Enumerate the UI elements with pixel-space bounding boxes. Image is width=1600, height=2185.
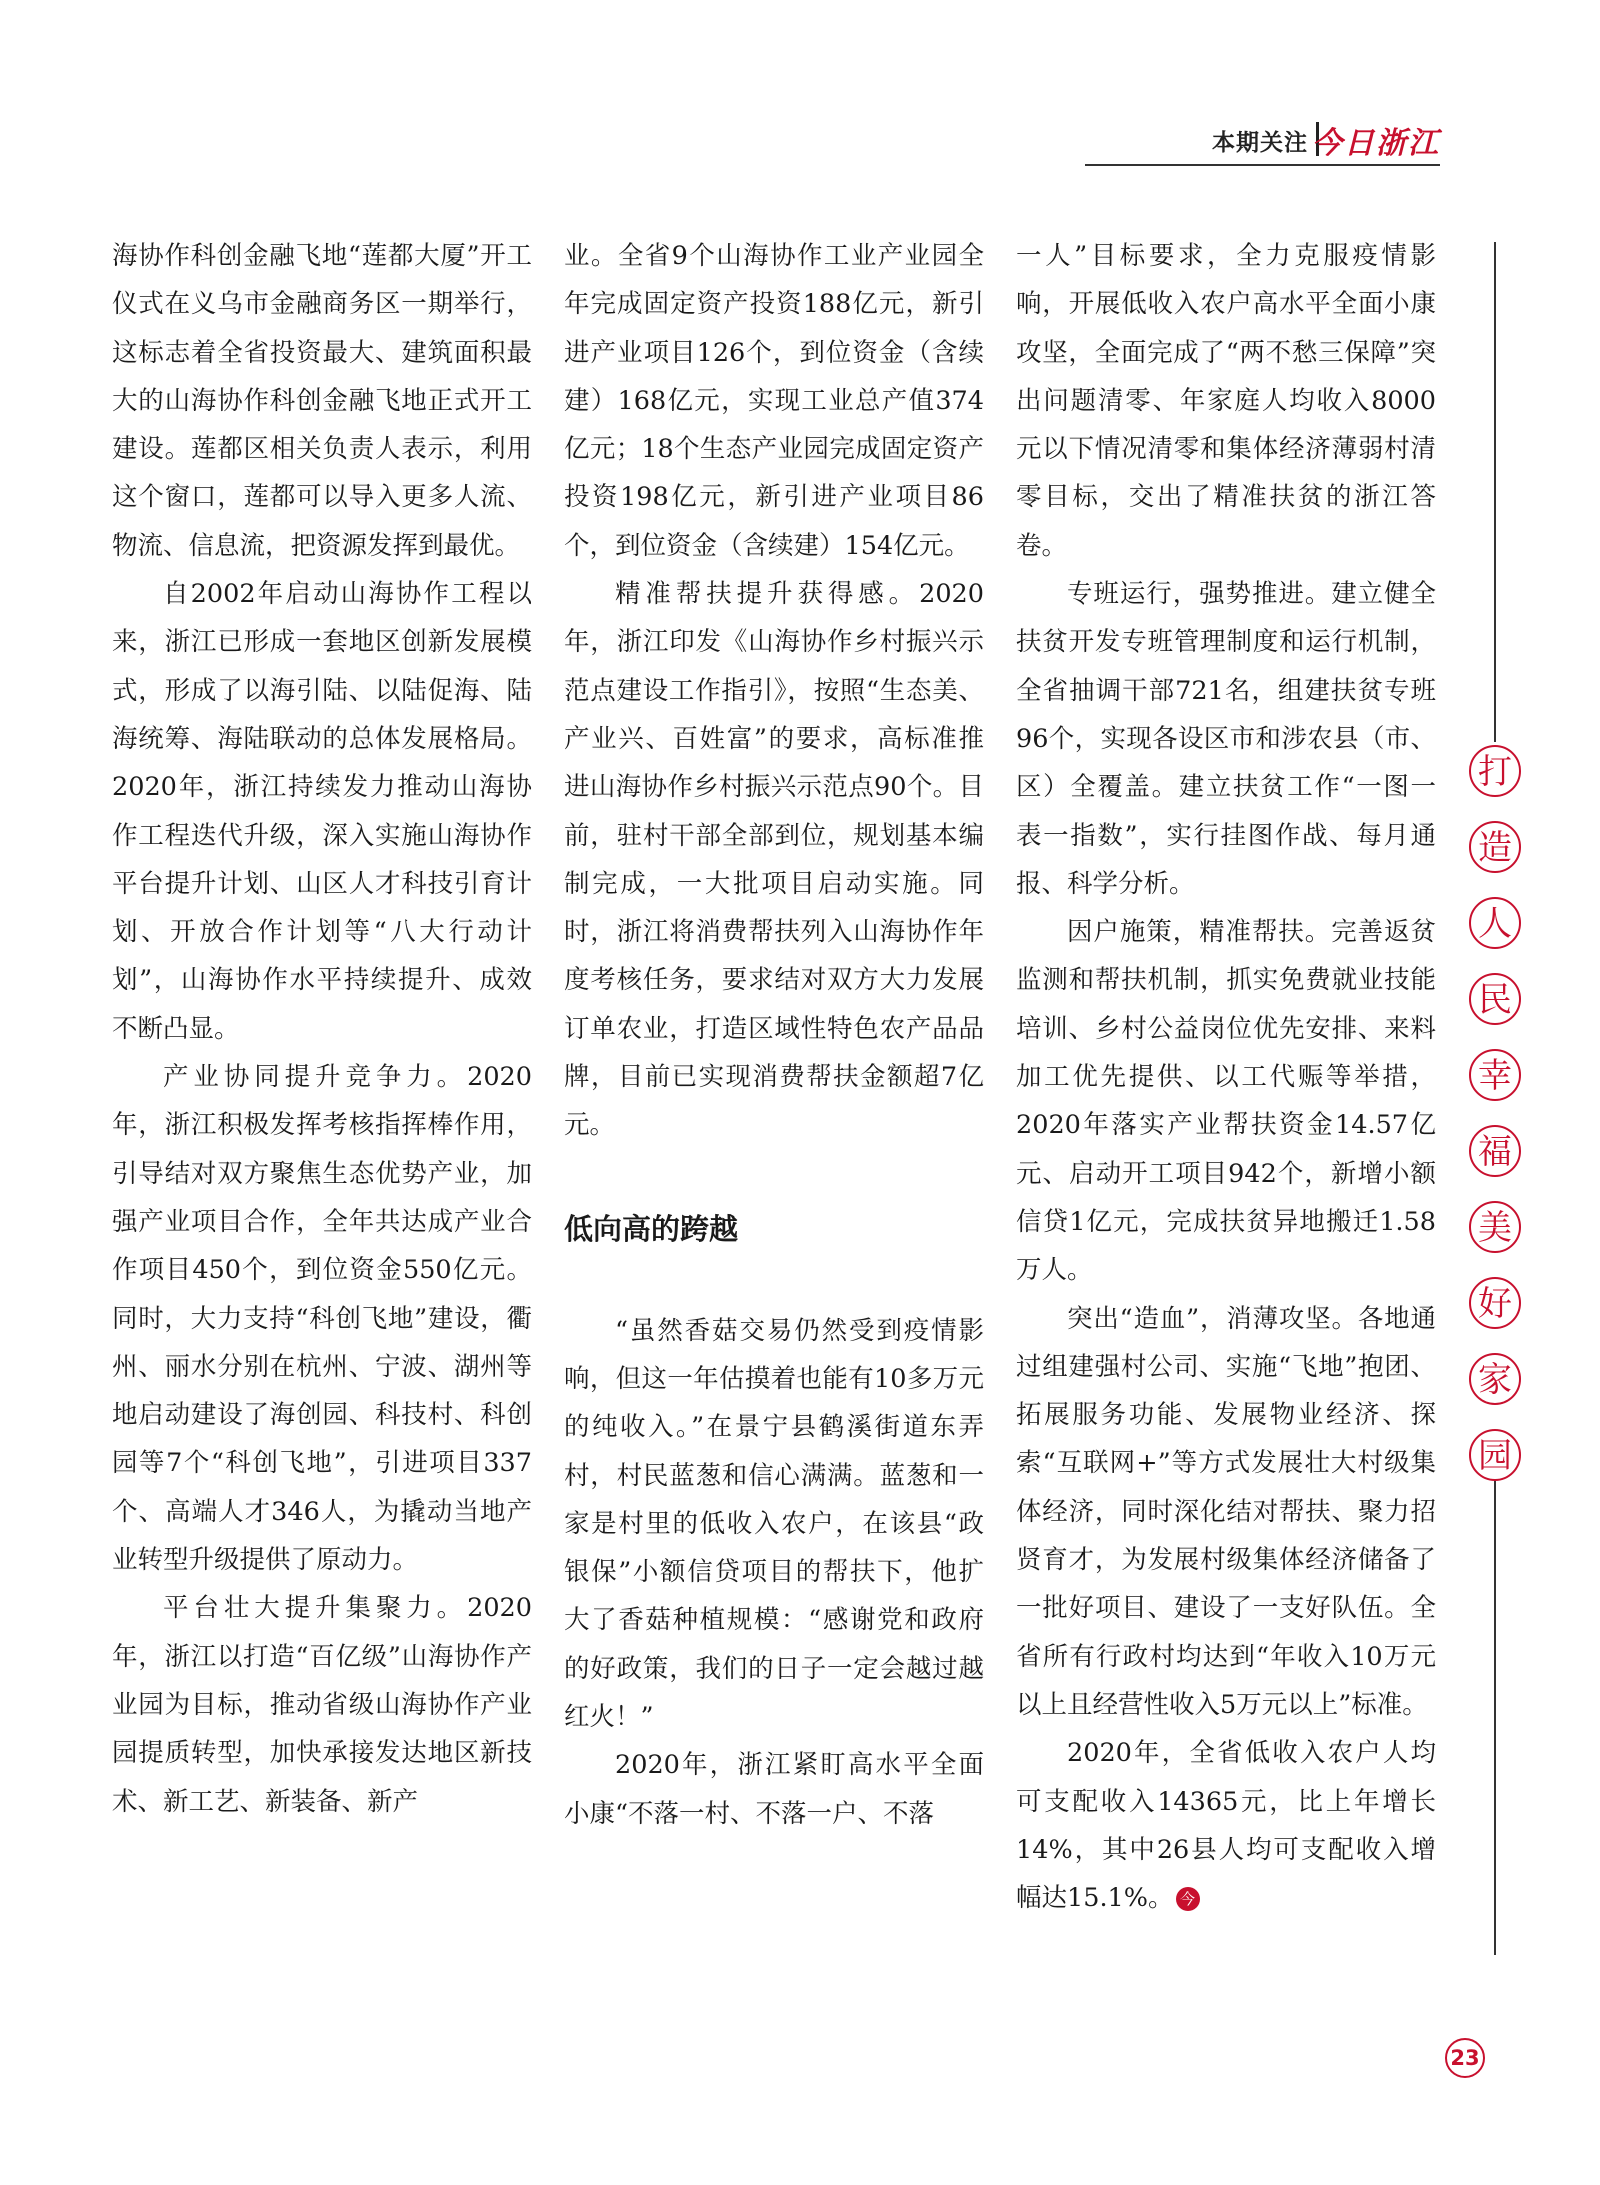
paragraph: 突出“造血”，消薄攻坚。各地通过组建强村公司、实施“飞地”抱团、拓展服务功能、发展物业经济、探索“互联网+”等方式发展壮大村级集体经济，同时深化结对帮扶、聚力招贤育才，为发展村级集体经济储备了一批好项目、建设了一支好队伍。全省所有行政村均达到“年收入10万元以上且经营性收入5万元以上”标准。 — [1016, 1303, 1436, 1720]
section-subheading: 低向高的跨越 — [564, 1211, 739, 1246]
paragraph: 一人”目标要求，全力克服疫情影响，开展低收入农户高水平全面小康攻坚，全面完成了“两不愁三保障”突出问题清零、年家庭人均收入8000元以下情况清零和集体经济薄弱村清零目标，交出了精准扶贫的浙江答卷。 — [1016, 241, 1436, 561]
vertical-rule-top — [1494, 242, 1496, 742]
vertical-side-title — [1465, 745, 1525, 1505]
page-header — [1085, 118, 1440, 166]
side-title-char: 打 — [1469, 745, 1521, 797]
article-column-2 — [564, 232, 984, 1838]
paragraph: 因户施策，精准帮扶。完善返贫监测和帮扶机制，抓实免费就业技能培训、乡村公益岗位优先安排、来料加工优先提供、以工代赈等举措，2020年落实产业帮扶资金14.57亿元、启动开工项目942个，新增小额信贷1亿元，完成扶贫异地搬迁1.58万人。 — [1016, 917, 1436, 1286]
page-number: 23 — [1445, 2038, 1485, 2078]
article-column-3 — [1016, 232, 1436, 1922]
side-title-char: 好 — [1469, 1277, 1521, 1329]
side-title-char: 福 — [1469, 1125, 1521, 1177]
vertical-rule-bottom — [1494, 1445, 1496, 1955]
side-title-char: 园 — [1469, 1429, 1521, 1481]
side-title-char: 人 — [1469, 897, 1521, 949]
magazine-logo: 今日浙江 — [1312, 126, 1440, 161]
paragraph-final — [1016, 1729, 1436, 1922]
end-mark-icon: 今 — [1176, 1887, 1200, 1911]
side-title-char: 美 — [1469, 1201, 1521, 1253]
paragraph: “虽然香菇交易仍然受到疫情影响，但这一年估摸着也能有10多万元的纯收入。”在景宁县鹤溪街道东弄村，村民蓝葱和信心满满。蓝葱和一家是村里的低收入农户，在该县“政银保”小额信贷项目的帮扶下，他扩大了香菇种植规模：“感谢党和政府的好政策，我们的日子一定会越过越红火！” — [564, 1315, 984, 1733]
paragraph-text: 2020年，全省低收入农户人均可支配收入14365元，比上年增长14%，其中26县人均可支配收入增幅达15.1%。 — [1016, 1738, 1436, 1914]
side-title-char: 家 — [1469, 1353, 1521, 1405]
section-label: 本期关注 — [1212, 130, 1308, 156]
paragraph: 自2002年启动山海协作工程以来，浙江已形成一套地区创新发展模式，形成了以海引陆、以陆促海、陆海统筹、海陆联动的总体发展格局。2020年，浙江持续发力推动山海协作工程迭代升级，深入实施山海协作平台提升计划、山区人才科技引育计划、开放合作计划等“八大行动计划”，山海协作水平持续提升、成效不断凸显。 — [112, 579, 532, 1044]
paragraph: 产业协同提升竞争力。2020年，浙江积极发挥考核指挥棒作用，引导结对双方聚焦生态优势产业，加强产业项目合作，全年共达成产业合作项目450个，到位资金550亿元。同时，大力支持“科创飞地”建设，衢州、丽水分别在杭州、宁波、湖州等地启动建设了海创园、科技村、科创园等7个“科创飞地”，引进项目337个、高端人才346人，为撬动当地产业转型升级提供了原动力。 — [112, 1062, 532, 1576]
paragraph: 2020年，浙江紧盯高水平全面小康“不落一村、不落一户、不落 — [564, 1750, 984, 1829]
side-title-char: 民 — [1469, 973, 1521, 1025]
paragraph: 海协作科创金融飞地“莲都大厦”开工仪式在义乌市金融商务区一期举行，这标志着全省投资最大、建筑面积最大的山海协作科创金融飞地正式开工建设。莲都区相关负责人表示，利用这个窗口，莲都可以导入更多人流、物流、信息流，把资源发挥到最优。 — [112, 241, 532, 561]
paragraph: 平台壮大提升集聚力。2020年，浙江以打造“百亿级”山海协作产业园为目标，推动省级山海协作产业园提质转型，加快承接发达地区新技术、新工艺、新装备、新产 — [112, 1593, 532, 1817]
side-title-char: 幸 — [1469, 1049, 1521, 1101]
side-title-char: 造 — [1469, 821, 1521, 873]
paragraph: 专班运行，强势推进。建立健全扶贫开发专班管理制度和运行机制，全省抽调干部721名，组建扶贫专班96个，实现各设区市和涉农县（市、区）全覆盖。建立扶贫工作“一图一表一指数”，实行挂图作战、每月通报、科学分析。 — [1016, 579, 1436, 899]
article-column-1 — [112, 232, 532, 1826]
paragraph: 业。全省9个山海协作工业产业园全年完成固定资产投资188亿元，新引进产业项目126个，到位资金（含续建）168亿元，实现工业总产值374亿元；18个生态产业园完成固定资产投资198亿元，新引进产业项目86个，到位资金（含续建）154亿元。 — [564, 241, 984, 561]
paragraph: 精准帮扶提升获得感。2020年，浙江印发《山海协作乡村振兴示范点建设工作指引》，按照“生态美、产业兴、百姓富”的要求，高标准推进山海协作乡村振兴示范点90个。目前，驻村干部全部到位，规划基本编制完成，一大批项目启动实施。同时，浙江将消费帮扶列入山海协作年度考核任务，要求结对双方大力发展订单农业，打造区域性特色农产品品牌，目前已实现消费帮扶金额超7亿元。 — [564, 579, 984, 1141]
